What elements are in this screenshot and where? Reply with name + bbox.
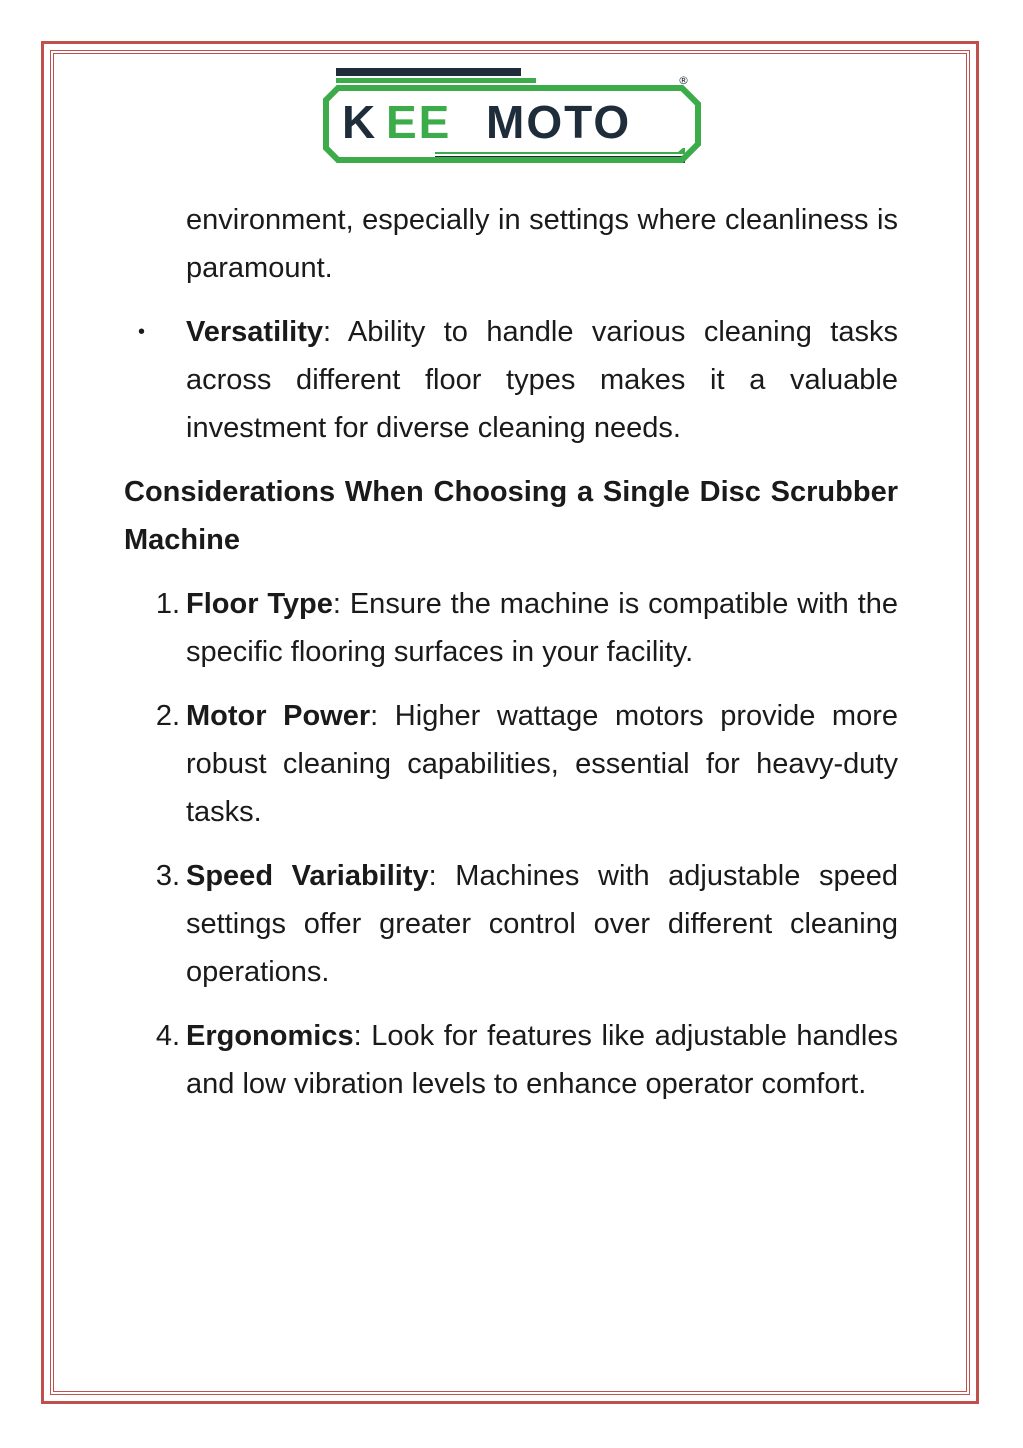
numbered-item	[124, 580, 898, 676]
bullet-item	[124, 308, 898, 452]
bullet-text: : Ability to handle various cleaning tasks across different floor types makes it a valuable investment for diverse cleaning needs.	[186, 316, 898, 444]
item-text: : Higher wattage motors provide more robust cleaning capabilities, essential for heavy-duty tasks.	[186, 700, 898, 828]
item-term: Floor Type	[186, 588, 333, 620]
item-term: Speed Variability	[186, 860, 429, 892]
section-heading: Considerations When Choosing a Single Disc Scrubber Machine	[124, 476, 898, 556]
item-text: : Machines with adjustable speed settings offer greater control over different cleaning operations.	[186, 860, 898, 988]
item-number: 4.	[155, 1020, 180, 1052]
continuation-paragraph: environment, especially in settings where cleanliness is paramount.	[186, 204, 898, 284]
bullet-dot: •	[138, 321, 146, 343]
numbered-item	[124, 692, 898, 836]
keemoto-logo	[320, 62, 710, 174]
svg-text:®: ®	[678, 74, 689, 87]
item-number: 3.	[155, 860, 180, 892]
item-number: 2.	[155, 700, 180, 732]
bullet-term: Versatility	[186, 316, 324, 348]
numbered-item	[124, 852, 898, 996]
item-text: : Ensure the machine is compatible with the specific flooring surfaces in your facility.	[186, 588, 899, 668]
svg-text:K: K	[342, 96, 378, 148]
svg-text:EE: EE	[386, 96, 452, 148]
item-text: : Look for features like adjustable handles and low vibration levels to enhance operator comfort.	[186, 1020, 898, 1100]
document-body	[124, 196, 898, 1124]
svg-text:MOTO: MOTO	[486, 96, 632, 148]
numbered-item	[124, 1012, 898, 1108]
item-term: Motor Power	[186, 700, 371, 732]
item-number: 1.	[155, 588, 180, 620]
item-term: Ergonomics	[186, 1020, 354, 1052]
